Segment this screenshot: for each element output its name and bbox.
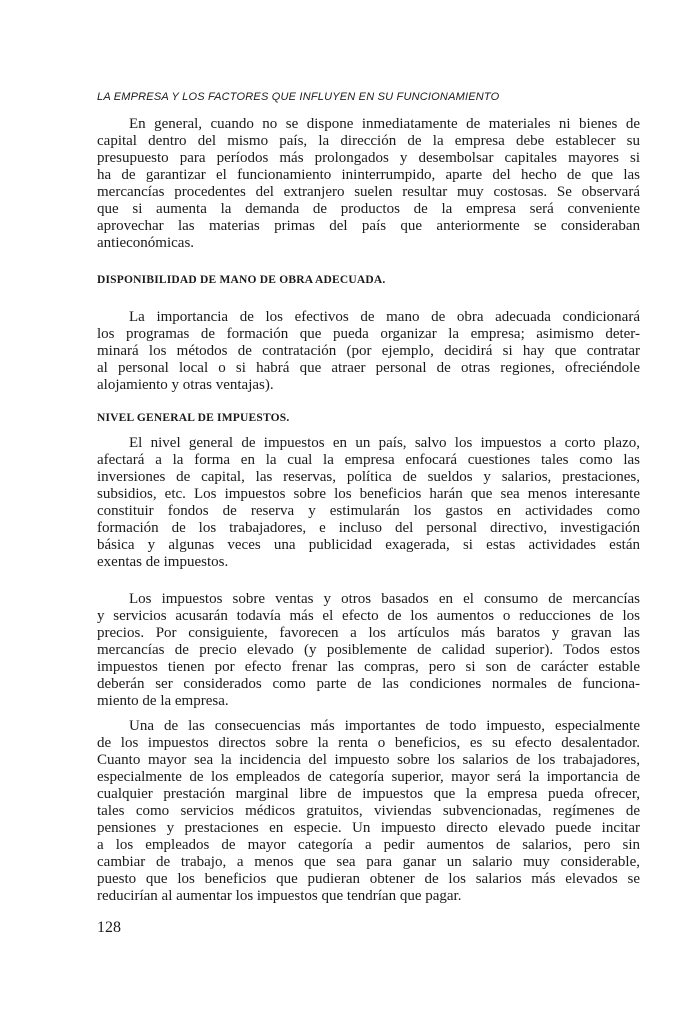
text-line: básica y algunas veces una publicidad exagerada, si estas actividades están	[97, 537, 640, 553]
paragraph	[97, 591, 640, 710]
text-line: que si aumenta la demanda de productos de la empresa será conveniente	[97, 201, 640, 217]
section-heading: NIVEL GENERAL DE IMPUESTOS.	[97, 412, 290, 424]
section-heading: DISPONIBILIDAD DE MANO DE OBRA ADECUADA.	[97, 274, 386, 286]
text-line: de los impuestos directos sobre la renta o beneficios, es su efecto desalentador.	[97, 735, 640, 751]
text-line: impuestos tienen por efecto frenar las compras, pero si son de carácter estable	[97, 659, 640, 675]
text-line: cambiar de trabajo, a menos que sea para ganar un salario muy considerable,	[97, 854, 640, 870]
text-line: presupuesto para períodos más prolongados y desembolsar capitales mayores si	[97, 150, 640, 166]
text-line: formación de los trabajadores, e incluso del personal directivo, investigación	[97, 520, 640, 536]
text-line: La importancia de los efectivos de mano de obra adecuada condicionará	[129, 309, 640, 325]
text-line: capital dentro del mismo país, la dirección de la empresa debe establecer su	[97, 133, 640, 149]
text-line: tales como servicios médicos gratuitos, viviendas subvencionadas, regímenes de	[97, 803, 640, 819]
text-line: mercancías de precio elevado (y posiblemente de calidad superior). Todos estos	[97, 642, 640, 658]
text-line: El nivel general de impuestos en un país, salvo los impuestos a corto plazo,	[129, 435, 640, 451]
text-line: miento de la empresa.	[97, 693, 229, 709]
text-line: puesto que los beneficios que pudieran obtener de los salarios más elevados se	[97, 871, 640, 887]
text-line: mercancías procedentes del extranjero suelen resultar muy costosas. Se observará	[97, 184, 640, 200]
text-line: a los empleados de mayor categoría a pedir aumentos de salarios, pero sin	[97, 837, 640, 853]
text-line: Cuanto mayor sea la incidencia del impuesto sobre los salarios de los trabajadores,	[97, 752, 640, 768]
text-line: pensiones y prestaciones en especie. Un impuesto directo elevado puede incitar	[97, 820, 640, 836]
text-line: los programas de formación que pueda organizar la empresa; asimismo deter-	[97, 326, 640, 342]
paragraph	[97, 718, 640, 905]
text-line: alojamiento y otras ventajas).	[97, 377, 274, 393]
text-line: constituir fondos de reserva y estimularán los gastos en actividades como	[97, 503, 640, 519]
paragraph	[97, 435, 640, 571]
text-line: En general, cuando no se dispone inmediatamente de materiales ni bienes de	[129, 116, 640, 132]
text-line: subsidios, etc. Los impuestos sobre los beneficios harán que sea menos interesante	[97, 486, 640, 502]
running-header: LA EMPRESA Y LOS FACTORES QUE INFLUYEN EN SU FUNCIONAMIENTO	[97, 91, 500, 103]
text-line: exentas de impuestos.	[97, 554, 229, 570]
text-line: al personal local o si habrá que atraer personal de otras regiones, ofreciéndole	[97, 360, 640, 376]
text-line: Los impuestos sobre ventas y otros basados en el consumo de mercancías	[129, 591, 640, 607]
text-line: cualquier prestación marginal libre de impuestos que la empresa pueda ofrecer,	[97, 786, 640, 802]
page-number: 128	[97, 919, 121, 936]
text-line: ha de garantizar el funcionamiento ininterrumpido, aparte del hecho de que las	[97, 167, 640, 183]
paragraph	[97, 116, 640, 252]
text-line: afectará a la forma en la cual la empresa enfocará cuestiones tales como las	[97, 452, 640, 468]
text-line: inversiones de capital, las reservas, política de sueldos y salarios, prestaciones,	[97, 469, 640, 485]
text-line: precios. Por consiguiente, favorecen a los artículos más baratos y gravan las	[97, 625, 640, 641]
text-line: especialmente de los empleados de categoría superior, mayor será la importancia de	[97, 769, 640, 785]
text-line: Una de las consecuencias más importantes de todo impuesto, especialmente	[129, 718, 640, 734]
paragraph	[97, 309, 640, 394]
text-line: y servicios acusarán todavía más el efecto de los aumentos o reducciones de los	[97, 608, 640, 624]
text-line: aprovechar las materias primas del país que anteriormente se consideraban	[97, 218, 640, 234]
text-line: antieconómicas.	[97, 235, 195, 251]
text-line: deberán ser considerados como parte de las condiciones normales de funciona-	[97, 676, 640, 692]
text-line: reducirían al aumentar los impuestos que tendrían que pagar.	[97, 888, 462, 904]
text-line: minará los métodos de contratación (por ejemplo, decidirá si hay que contratar	[97, 343, 640, 359]
